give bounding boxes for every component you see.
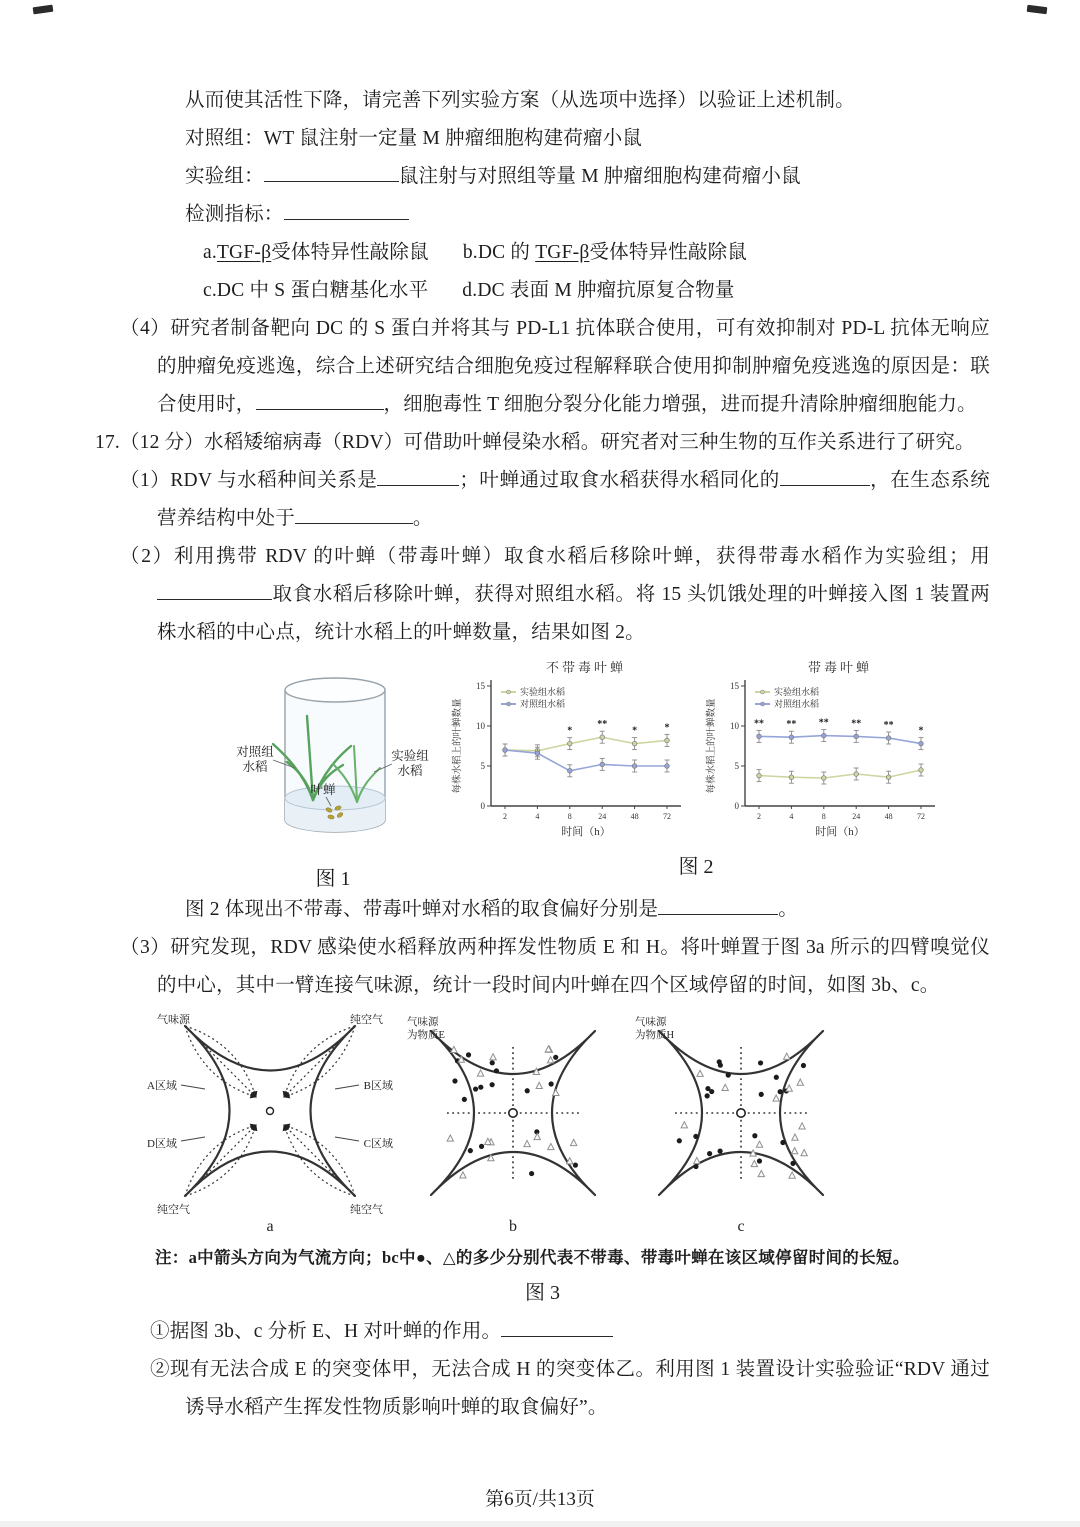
legend-label: 实验组水稻 <box>774 687 820 697</box>
fig1-left-label: 对照组 <box>236 745 274 759</box>
figure2-caption: 图 2 <box>678 856 714 878</box>
corner-label-odor-source: 气味源 <box>157 1014 190 1026</box>
olfactometer-svg-b <box>403 1011 623 1239</box>
y-tick-label: 0 <box>480 801 485 811</box>
diagram-letter: a <box>266 1218 274 1235</box>
nonviruliferous-dot <box>759 1092 764 1097</box>
nonviruliferous-dot <box>726 1072 731 1077</box>
text-run: ，细胞毒性 T 细胞分裂分化能力增强，进而提升清除肿瘤细胞能力。 <box>383 394 977 415</box>
answer-blank <box>295 508 413 524</box>
nonviruliferous-dot <box>758 1060 763 1065</box>
viruliferous-triangle <box>490 1054 496 1060</box>
paragraph <box>95 1313 990 1351</box>
nonviruliferous-dot <box>693 1164 698 1169</box>
olfactometer-c <box>631 1011 851 1239</box>
viruliferous-triangle <box>758 1170 764 1176</box>
figure1-block <box>233 660 433 891</box>
text-run: 17.（12 分）水稻矮缩病毒（RDV）可借助叶蝉侵染水稻。研究者对三种生物的互作关系进行了研究。 <box>95 432 975 453</box>
nonviruliferous-dot <box>525 1088 530 1093</box>
chart-nonviruliferous <box>449 660 689 846</box>
olfactometer-b <box>403 1011 623 1239</box>
nonviruliferous-dot <box>462 1097 467 1102</box>
viruliferous-triangle <box>447 1135 453 1141</box>
legend-label: 实验组水稻 <box>520 687 566 697</box>
svg-text:为物质E: 为物质E <box>407 1030 445 1041</box>
figure1-apparatus <box>233 660 433 858</box>
paragraph <box>95 82 990 120</box>
nonviruliferous-dot <box>490 1082 495 1087</box>
svg-text:水稻: 水稻 <box>242 760 268 774</box>
answer-blank <box>256 394 384 410</box>
x-tick-label: 24 <box>852 812 861 821</box>
viruliferous-triangle <box>786 1085 792 1091</box>
x-tick-label: 2 <box>757 812 761 821</box>
paragraph <box>95 462 990 538</box>
page-content <box>95 82 990 1427</box>
text-run: b.DC 的 <box>462 242 536 263</box>
y-tick-label: 10 <box>476 721 485 731</box>
text-run: a. <box>203 242 217 263</box>
x-tick-label: 72 <box>917 812 925 821</box>
figure1-caption: 图 1 <box>315 868 351 890</box>
paragraph <box>95 891 990 929</box>
answer-blank <box>284 204 409 220</box>
text-run: 图 2 体现出不带毒、带毒叶蝉对水稻的取食偏好分别是 <box>185 899 659 920</box>
viruliferous-triangle <box>570 1139 576 1145</box>
x-axis-label: 时间（h） <box>561 826 611 838</box>
answer-blank <box>780 470 870 486</box>
region-label-C: C区域 <box>363 1138 393 1150</box>
text-run: （3）研究发现，RDV 感染使水稻释放两种挥发性物质 E 和 H。将叶蝉置于图 3a 所示的四臂嗅觉仪的中心，其中一臂连接气味源，统计一段时间内叶蝉在四个区域停留的时间，如图 3b、c。 <box>120 937 990 996</box>
text-run: （1）RDV 与水稻种间关系是 <box>120 470 378 491</box>
viruliferous-triangle <box>547 1057 553 1063</box>
figure3-caption: 图 3 <box>525 1282 560 1304</box>
nonviruliferous-dot <box>573 1163 578 1168</box>
significance-marker: ** <box>818 717 829 729</box>
figure1-svg <box>233 660 433 858</box>
region-label-A: A区域 <box>147 1080 177 1092</box>
text-run: 检测指标： <box>185 204 284 225</box>
paragraph <box>95 272 990 310</box>
underlined-term: TGF-β <box>216 242 272 263</box>
x-axis-label: 时间（h） <box>815 826 865 838</box>
svg-text:为物质H: 为物质H <box>635 1030 675 1041</box>
text-run: 。 <box>778 899 798 920</box>
answer-blank <box>264 166 399 182</box>
y-tick-label: 15 <box>730 681 739 691</box>
nonviruliferous-dot <box>693 1134 698 1139</box>
significance-marker: * <box>567 725 573 737</box>
nonviruliferous-dot <box>774 1075 779 1080</box>
nonviruliferous-dot <box>479 1144 484 1149</box>
nonviruliferous-dot <box>473 1086 478 1091</box>
x-tick-label: 72 <box>663 812 671 821</box>
paragraph <box>95 424 990 462</box>
x-tick-label: 2 <box>503 812 507 821</box>
odor-source-label: 气味源 <box>407 1017 439 1028</box>
paragraph <box>95 1351 990 1427</box>
figure-1-2-row <box>233 660 990 891</box>
significance-marker: * <box>918 725 924 737</box>
region-label-D: D区域 <box>147 1138 177 1150</box>
text-run: ，在生态系统营养结构中处于 <box>157 470 991 529</box>
chart-title: 不带毒叶蝉 <box>545 660 627 675</box>
answer-blank <box>157 584 272 600</box>
paragraph <box>95 234 990 272</box>
significance-marker: ** <box>786 719 797 731</box>
nonviruliferous-dot <box>677 1138 682 1143</box>
nonviruliferous-dot <box>780 1140 785 1145</box>
viruliferous-triangle <box>799 1123 805 1129</box>
paragraph <box>95 929 990 1005</box>
figure3-diagrams-row <box>145 1011 990 1239</box>
figure3-note: 注：a中箭头方向为气流方向；bc中●、△的多少分别代表不带毒、带毒叶蝉在该区域停留时间的长短。 <box>155 1248 910 1267</box>
question-text-mid <box>95 891 990 1005</box>
chart-svg-0 <box>449 660 689 846</box>
svg-text:水稻: 水稻 <box>397 764 423 778</box>
x-tick-label: 24 <box>598 812 607 821</box>
nonviruliferous-dot <box>757 1158 762 1163</box>
y-axis-label: 每株水稻上的叶蝉数量 <box>453 698 463 794</box>
y-tick-label: 5 <box>480 761 485 771</box>
text-run: 鼠注射与对照组等量 M 肿瘤细胞构建荷瘤小鼠 <box>398 166 801 187</box>
text-run: ；叶蝉通过取食水稻获得水稻同化的 <box>459 470 780 491</box>
nonviruliferous-dot <box>790 1161 795 1166</box>
significance-marker: ** <box>597 719 608 731</box>
nonviruliferous-dot <box>452 1078 457 1083</box>
corner-label-pure-air: 纯空气 <box>350 1204 383 1216</box>
viruliferous-triangle <box>797 1079 803 1085</box>
corner-label-pure-air: 纯空气 <box>157 1204 190 1216</box>
diagram-letter: c <box>737 1218 745 1235</box>
y-tick-label: 10 <box>730 721 739 731</box>
fig1-center-label: 叶蝉 <box>310 783 336 797</box>
diagram-letter: b <box>509 1218 517 1235</box>
x-tick-label: 8 <box>821 812 826 821</box>
y-tick-label: 0 <box>734 801 739 811</box>
nonviruliferous-dot <box>490 1060 495 1065</box>
paragraph <box>95 538 990 652</box>
nonviruliferous-dot <box>468 1148 473 1153</box>
text-run: （2）利用携带 RDV 的叶蝉（带毒叶蝉）取食水稻后移除叶蝉，获得带毒水稻作为实验组；用 <box>120 546 990 567</box>
olfactometer-svg-a <box>145 1011 395 1239</box>
viruliferous-triangle <box>784 1053 790 1059</box>
significance-marker: ** <box>754 718 764 730</box>
underlined-term: TGF-β <box>535 242 590 263</box>
fig1-right-label: 实验组 <box>391 749 429 763</box>
olfactometer-a <box>145 1011 395 1239</box>
text-run: 受体特异性敲除鼠 <box>271 242 429 263</box>
figure2-charts <box>449 660 943 846</box>
nonviruliferous-dot <box>709 1089 714 1094</box>
scan-corner-mark-left <box>33 5 54 15</box>
nonviruliferous-dot <box>553 1055 558 1060</box>
chart-title: 带毒叶蝉 <box>807 660 873 675</box>
nonviruliferous-dot <box>801 1063 806 1068</box>
significance-marker: ** <box>883 720 894 731</box>
legend-label: 对照组水稻 <box>774 699 820 709</box>
text-run: 从而使其活性下降，请完善下列实验方案（从选项中选择）以验证上述机制。 <box>185 90 855 111</box>
corner-label-pure-air: 纯空气 <box>350 1014 383 1026</box>
text-run: ①据图 3b、c 分析 E、H 对叶蝉的作用。 <box>150 1321 502 1342</box>
scan-bottom-edge <box>0 1521 1080 1527</box>
odor-source-label: 气味源 <box>635 1017 667 1028</box>
viruliferous-triangle <box>791 1148 797 1154</box>
y-tick-label: 15 <box>476 681 485 691</box>
x-tick-label: 4 <box>789 812 794 821</box>
x-tick-label: 48 <box>884 812 893 821</box>
chart-svg-1 <box>703 660 943 846</box>
text-run: 受体特异性敲除鼠 <box>589 242 748 263</box>
olfactometer-svg-c <box>631 1011 851 1239</box>
text-run: ②现有无法合成 E 的突变体甲，无法合成 H 的突变体乙。利用图 1 装置设计实验验证“RDV 通过诱导水稻产生挥发性物质影响叶蝉的取食偏好”。 <box>150 1359 990 1418</box>
significance-marker: ** <box>851 718 862 730</box>
nonviruliferous-dot <box>778 1089 783 1094</box>
nonviruliferous-dot <box>707 1151 712 1156</box>
nonviruliferous-dot <box>494 1068 499 1073</box>
nonviruliferous-dot <box>718 1063 723 1068</box>
viruliferous-triangle <box>751 1160 757 1166</box>
text-run: （4）研究者制备靶向 DC 的 S 蛋白并将其与 PD-L1 抗体联合使用，可有效抑制对 PD-L 抗体无响应的肿瘤免疫逃逸，综合上述研究结合细胞免疫过程解释联合使用抑制肿瘤免疫逃逸的原因是：联合使用时， <box>120 318 990 415</box>
chart-viruliferous <box>703 660 943 846</box>
text-run: 取食水稻后移除叶蝉，获得对照组水稻。将 15 头饥饿处理的叶蝉接入图 1 装置两株水稻的中心点，统计水稻上的叶蝉数量，结果如图 2。 <box>157 584 990 643</box>
answer-blank <box>377 470 459 486</box>
viruliferous-triangle <box>681 1122 687 1128</box>
page-number: 第6页/共13页 <box>485 1489 595 1510</box>
significance-marker: * <box>632 725 638 737</box>
answer-blank <box>501 1321 613 1337</box>
answer-blank <box>658 899 778 915</box>
question-text-bottom <box>95 1313 990 1427</box>
paragraph <box>95 158 990 196</box>
nonviruliferous-dot <box>529 1171 534 1176</box>
paragraph <box>95 120 990 158</box>
viruliferous-triangle <box>460 1172 466 1178</box>
question-text-top <box>95 82 990 652</box>
x-tick-label: 8 <box>567 812 572 821</box>
viruliferous-triangle <box>789 1172 795 1178</box>
text-run: 对照组：WT 鼠注射一定量 M 肿瘤细胞构建荷瘤小鼠 <box>185 128 643 149</box>
legend-label: 对照组水稻 <box>520 699 566 709</box>
nonviruliferous-dot <box>705 1093 710 1098</box>
x-tick-label: 4 <box>535 812 540 821</box>
nonviruliferous-dot <box>717 1149 722 1154</box>
nonviruliferous-dot <box>752 1133 757 1138</box>
scan-corner-mark-right <box>1027 5 1048 14</box>
text-run: 实验组： <box>185 166 264 187</box>
nonviruliferous-dot <box>549 1081 554 1086</box>
region-label-B: B区域 <box>363 1080 393 1092</box>
text-run: c.DC 中 S 蛋白糖基化水平 <box>203 280 429 301</box>
paragraph <box>95 196 990 234</box>
figure2-block <box>449 660 943 879</box>
text-run: d.DC 表面 M 肿瘤抗原复合物量 <box>462 280 735 301</box>
text-run: 。 <box>412 508 433 529</box>
viruliferous-triangle <box>792 1134 798 1140</box>
x-tick-label: 48 <box>630 812 639 821</box>
significance-marker: * <box>664 722 670 734</box>
nonviruliferous-dot <box>478 1085 483 1090</box>
y-tick-label: 5 <box>734 761 739 771</box>
nonviruliferous-dot <box>466 1052 471 1057</box>
paragraph <box>95 310 990 424</box>
y-axis-label: 每株水稻上的叶蝉数量 <box>707 698 717 794</box>
viruliferous-triangle <box>801 1150 807 1156</box>
